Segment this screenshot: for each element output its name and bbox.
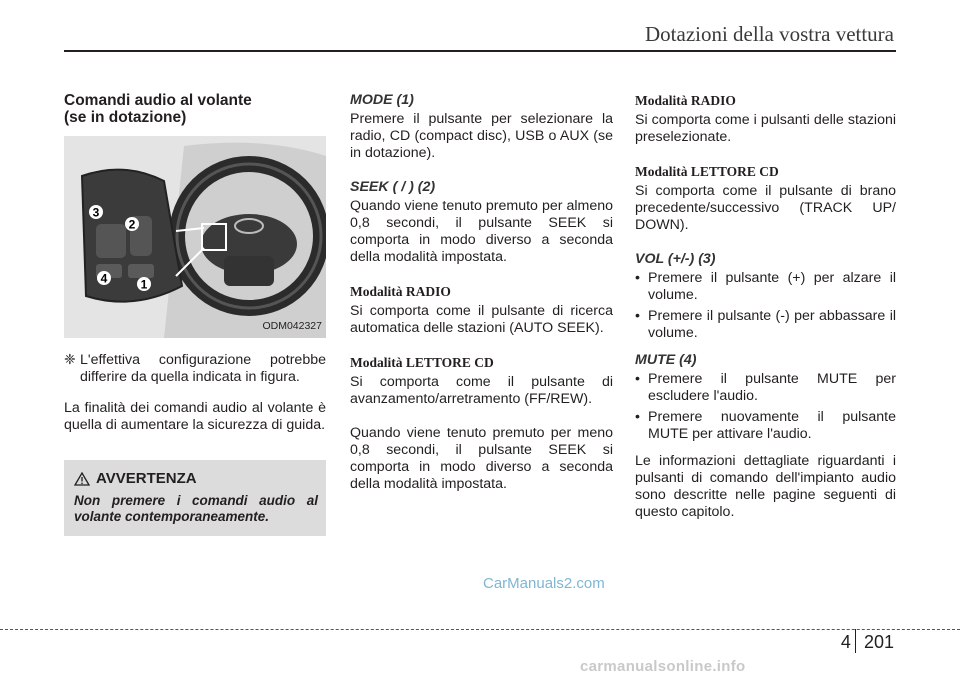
radio-mode-text-2: Si comporta come i pulsanti delle stazioni preselezionate. bbox=[635, 112, 896, 145]
warning-title-text: AVVERTENZA bbox=[96, 470, 197, 487]
note-symbol: ❈ bbox=[64, 352, 76, 368]
warning-triangle-icon bbox=[74, 472, 90, 486]
radio-mode-heading-2: Modalità RADIO bbox=[635, 93, 736, 108]
header-rule bbox=[64, 50, 896, 52]
mute-list bbox=[635, 371, 896, 443]
warning-text: Non premere i comandi audio al volante contemporaneamente. bbox=[74, 493, 318, 524]
heading-line-1: Comandi audio al volante bbox=[64, 92, 252, 109]
list-item: • Premere il pulsante MUTE per escludere l'audio. bbox=[635, 371, 896, 405]
chapter-number: 4 bbox=[840, 632, 851, 652]
warning-box bbox=[64, 460, 326, 536]
list-item: • Premere nuovamente il pulsante MUTE per attivare l'audio. bbox=[635, 409, 896, 443]
vol-list bbox=[635, 270, 896, 342]
seek-text: Quando viene tenuto premuto per almeno 0,8 secondi, il pulsante SEEK si comporta in modo diverso a seconda della modalità impostata. bbox=[350, 198, 613, 265]
cd-mode-heading: Modalità LETTORE CD bbox=[350, 355, 494, 370]
seek-heading: SEEK ( / ) (2) bbox=[350, 179, 436, 195]
page-number-value: 201 bbox=[863, 632, 894, 652]
column-1 bbox=[64, 92, 326, 451]
intro-paragraph: La finalità dei comandi audio al volante è quella di aumentare la sicurezza di guida. bbox=[64, 400, 326, 433]
cd-mode-heading-2: Modalità LETTORE CD bbox=[635, 164, 779, 179]
figure-code: ODM042327 bbox=[262, 320, 322, 332]
list-item: • Premere il pulsante (-) per abbassare il volume. bbox=[635, 308, 896, 342]
callout-4: 4 bbox=[100, 271, 108, 286]
radio-mode-heading: Modalità RADIO bbox=[350, 284, 451, 299]
footer-rule bbox=[0, 629, 960, 630]
steering-wheel-figure bbox=[64, 136, 326, 338]
note-text: L'effettiva configurazione potrebbe differire da quella indicata in figura. bbox=[80, 352, 326, 385]
info-text: Le informazioni dettagliate riguardanti i pulsanti di comando dell'impianto audio sono descritte nelle pagine seguenti di questo capitolo. bbox=[635, 453, 896, 520]
cd-mode-text: Si comporta come il pulsante di avanzamento/arretramento (FF/REW). bbox=[350, 374, 613, 407]
page-number bbox=[841, 632, 894, 653]
warning-title bbox=[74, 470, 197, 487]
figure-note bbox=[64, 352, 326, 386]
mute-heading: MUTE (4) bbox=[635, 352, 697, 368]
footer-brand: carmanualsonline.info bbox=[580, 658, 746, 675]
cd-mode-text-2: Si comporta come il pulsante di brano precedente/successivo (TRACK UP/ DOWN). bbox=[635, 183, 896, 233]
radio-mode-text: Si comporta come il pulsante di ricerca automatica delle stazioni (AUTO SEEK). bbox=[350, 303, 613, 336]
running-header: Dotazioni della vostra vettura bbox=[645, 22, 894, 46]
section-heading bbox=[64, 92, 326, 126]
callout-2: 2 bbox=[128, 217, 136, 232]
callout-3: 3 bbox=[92, 205, 100, 220]
watermark-link[interactable]: CarManuals2.com bbox=[483, 575, 605, 592]
column-2 bbox=[350, 92, 613, 510]
mode-heading: MODE (1) bbox=[350, 92, 414, 108]
list-item: • Premere il pulsante (+) per alzare il volume. bbox=[635, 270, 896, 304]
steering-wheel-illustration bbox=[64, 136, 326, 338]
vol-heading: VOL (+/-) (3) bbox=[635, 251, 716, 267]
column-3 bbox=[635, 92, 896, 538]
seek-short-press-text: Quando viene tenuto premuto per meno 0,8 secondi, il pulsante SEEK si comporta in modo diverso a seconda della modalità impostata. bbox=[350, 425, 613, 492]
heading-line-2: (se in dotazione) bbox=[64, 109, 187, 126]
mode-text: Premere il pulsante per selezionare la radio, CD (compact disc), USB o AUX (se in dotazione). bbox=[350, 111, 613, 161]
callout-1: 1 bbox=[140, 277, 148, 292]
